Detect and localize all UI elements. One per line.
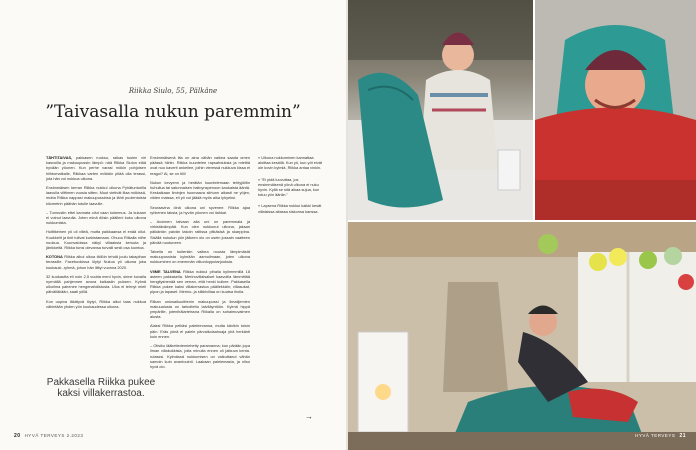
paragraph: Seuraavina öinä ulkona uni syvenee. Riikka ajaa ryhkenen taksia, ja hyvän yöunen voi ilahkai. — [150, 204, 250, 215]
paragraph: Nukun kevyenn ja herätän kuuntelemaan tehtyjöiltin huhuilua tai satunnaisen halinynspenoon kaukaista ääntä. Keskaikaan liminjen huomaava siirtunn aikasti ne yöjen, viiden maissa, eli yö voi jäädä myös aika lyhyeksi. — [150, 179, 250, 201]
footer-right — [635, 433, 686, 439]
photo-woman-holding-sleeping-bag — [348, 0, 533, 220]
page-number: 21 — [679, 433, 686, 439]
lead-in: VIIME TALVENA — [150, 268, 181, 274]
paragraph: KOTONA Riikka alkoi ulkoa tällöin tehdä joulu takapihan terassille. Facebookissa löytyi Nukuu yö ulkona joka kuukausi -ryhmä, johon hän liittyi vuonna 2020. — [46, 254, 146, 270]
byline: Riikka Siulo, 55, Pälkäne — [128, 87, 218, 95]
paragraph: Kun uupiva läkätyvä löytyi, Riikka alkoi taas nukkua vähintään yhden yön kuukaudessa ulkona. — [46, 298, 146, 309]
photo-woman-in-sleeping-bag — [535, 0, 696, 220]
caption: « Ulkona nukkuminen kannattaa aloittaa kesällä. Kun yö, kun yöt eivät ole kovin kylmiä, Riikka antaa vinkin. — [258, 155, 323, 171]
paragraph: Ensimmäisenä ilta on aina vähän vaikea saada omen päässä hiiriin. Riikka kuuntelee rapsahduksia ja miettiä ovat nuo kaverit ankeilee, joihin vieressä nukkuva kissa ei reagoi? Ai, se on tiili! — [150, 155, 250, 176]
footer-left — [14, 433, 83, 439]
paragraph: Hulttikeinen yö oli villeä, mutta paikkaansa ei enää ollut. Kuukkelit ja tinit tulivat kurkistamaan. Ohuoo Riikalla niihe nuokua. Kuunvaloissa näkyi villaaksia keruuta ja jänikkeitä. Riikka tunsi olevansa turvalli sesti osa luontoa. — [46, 229, 146, 251]
continue-arrow-icon: → — [305, 412, 313, 421]
paragraph: – Tunnustin ettei kannata ollut vaan kokemus. Ja kukaan ei voinut laavulla. Joten minä dösin päälleni koko ulkona nukkumista. — [46, 209, 146, 226]
paragraph: Alaksi Riikka pelkäsi paleleevansa, mutta kävikin toisin päin. Eräs yönä ei palele pärvaikoisahuaja yhä herkänti kuin ennen. — [150, 323, 250, 339]
paragraph: 32 kuukautta eli noin 2,5 vuotta meni hyvin, sinne kovalla nyrmällä pahjennee avona kaikasiin puksen. Kylmä ulkoilma pahenee hengenahdistusta. Ulos ei tehnyt mieli päivälläkään, saati yöllä. — [46, 273, 146, 295]
paragraph: – Avoimen taivaan alla uni on paremmala ja virkistävämpää. Kun olen nukkunut ulkona, jaksan päikänkin paivän takoin raitissa pitkäsisä ja skarppina. Sisällä nukutun yön jälkeen olo on usein jossain vaatteen päivää nuutuneen. — [150, 219, 250, 245]
caption: « Lapsena Riikka nukkui kaikki kesät villaisissa aitassa siskonsa kanssa. — [258, 203, 322, 214]
body-column-1 — [46, 155, 146, 313]
photo-terrace-bedding — [348, 222, 696, 450]
lead-in: KOTONA — [46, 254, 63, 260]
caption: « ”Ei pidä luovuttaa, jos ensimmäisenä yönä ulkona ei nuku hyvin. Kyllä se sitä alkaa sujua, kun totuu yön ääniin.” — [258, 176, 320, 198]
magazine-name: HYVÄ TERVEYS — [635, 433, 676, 438]
paragraph: – Olisiko lääketiedemiehetty paramanna; kun pärään jopa ilman villakukkisia, joita minulla ennen oli jatkuva kenta. rulasssi. Kylmässä nukkumisen on vaikuttanut vähän samoin kuin avantouinti. Laakaan palelemasta, ja nilso hyvä olo. — [150, 343, 250, 369]
magazine-name: HYVÄ TERVEYS 2.2023 — [24, 433, 84, 438]
lead-in: TÄHTITAIVAS, — [46, 155, 73, 160]
paragraph: Ensimmäisen kerran Riikka nukkui ulkona Pyhätunturilla laavulla vilttimen vuosia sitten. Muut vietivät illaa mökissä, mutta Riikka nappasi makuupussinsa ja lähti puolentoista kilometrin päähän tutulle laavulle. — [46, 185, 146, 206]
paragraph: TÄHTITAIVAS, pakkasen ruoksu, raikas tuulen viri kasvoilla ja makuupussin lämpö: nää Riikka Siulon elää hyvään yöunen. Kun perhe varasi mökin pohjoisen hiihtomatkalle, Riikkaa varten mökkiin pitää olla terassi, jota hän voi nukkua ulkona. — [46, 155, 146, 181]
headline: ”Taivasalla nukun paremmin” — [45, 102, 301, 122]
side-column — [258, 155, 324, 220]
pull-quote: Pakkasella Riikka pukee kaksi villakerrastoa. — [46, 377, 156, 399]
paragraph: VIIME TALVENA Riikka nukkui pihalla kylimmmillä 18 asteen pakkasella. Merinovillaisaiset kaavoilla lämmittää hengityshenää sen verran, että henki kulkee. Pakkasella Riikka pukee kaksi villakerrastoa päällekkäin; villasukat, pipon ja lapaset. Merino- ja silkkivillaa on kuutsa iholla. — [150, 268, 250, 295]
body-column-2 — [150, 155, 250, 373]
paragraph: Riikan uniosaikuutttenin makuupussi ja ilmatijemien makuualusta on tarkoitettu talviläyntöön. Kylmä hippä ympärille, jotenihäiarteissna Riikalla on sohaimuvalmen alusta. — [150, 298, 250, 320]
paragraph: Talvella on kuitenkin vaikea nousta lämpimästä makuupussista kylmään aamuilmaan, joten ulkona nukkuminen on enemmän viikonlopputarjouksia. — [150, 249, 250, 265]
page-number: 20 — [14, 433, 21, 439]
